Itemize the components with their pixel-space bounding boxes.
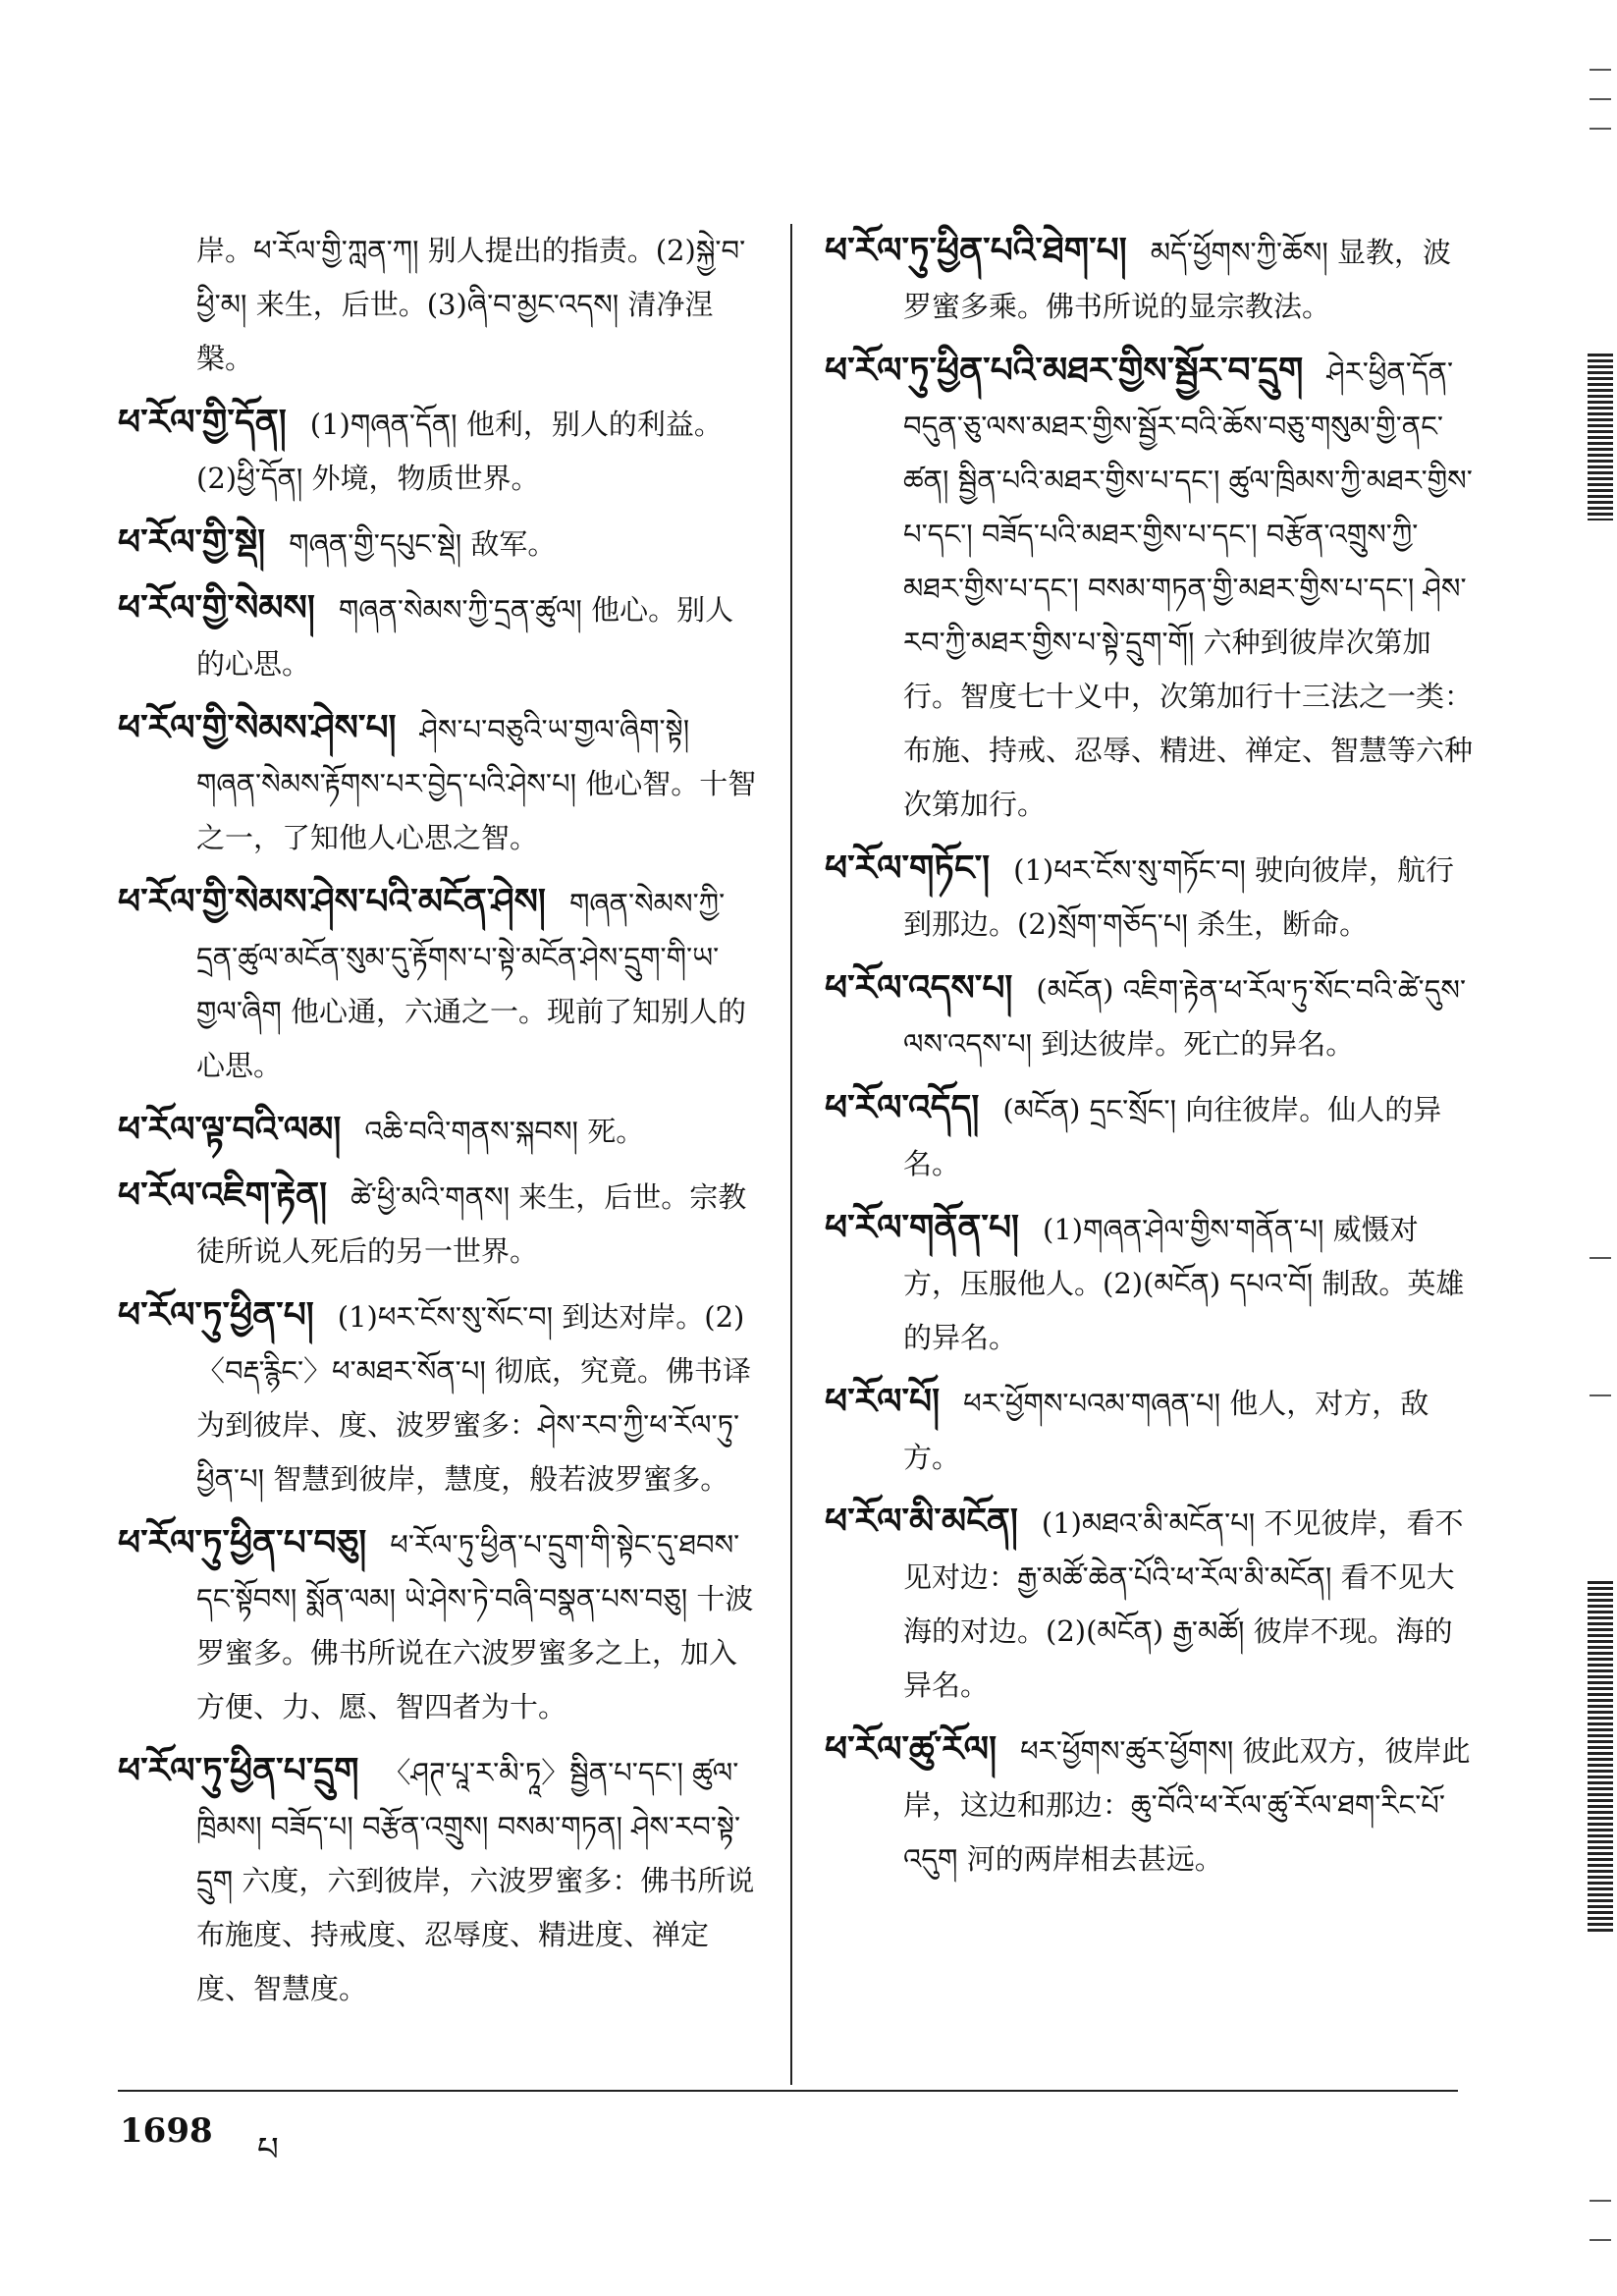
dictionary-entry	[118, 1288, 758, 1506]
entry-headword: ཕ་རོལ་གནོན་པ།	[825, 1207, 1020, 1248]
scan-margin-marks	[1578, 39, 1617, 2278]
entry-headword: ཕ་རོལ་ཏུ་ཕྱིན་པའི་མཐར་གྱིས་སྦྱོར་བ་དྲུག	[825, 350, 1304, 391]
dictionary-entry	[118, 875, 758, 1093]
dictionary-entry	[118, 581, 758, 691]
dictionary-entry	[118, 1516, 758, 1734]
entry-headword: ཕ་རོལ་འདོད།	[825, 1087, 980, 1128]
right-column	[825, 224, 1473, 1896]
margin-tick	[1590, 1394, 1611, 1396]
page-number: 1698	[120, 2111, 213, 2151]
entry-headword: ཕ་རོལ་མི་མངོན།	[825, 1501, 1018, 1542]
entry-text: གཞན་སེམས་ཀྱི་དྲན་ཚུལ། 他心。别人的心思。	[196, 593, 734, 681]
column-divider	[790, 224, 792, 2085]
entry-text: (1)གཞན་དོན། 他利，别人的利益。(2)ཕྱི་དོན། 外境，物质世界。	[196, 408, 723, 495]
dictionary-entry	[118, 396, 758, 506]
entry-text: མདོ་ཕྱོགས་ཀྱི་ཆོས། 显教，波罗蜜多乘。佛书所说的显宗教法。	[903, 236, 1452, 323]
entry-headword: ཕ་རོལ་གྱི་སེམས་ཤེས་པ།	[118, 707, 397, 748]
entry-text: 岸。ཕ་རོལ་གྱི་ཀླན་ཀ། 别人提出的指责。(2)སྐྱེ་བ་ཕྱི་མ། 来生，后世。(3)ཞི་བ་མྱང་འདས། 清净涅槃。	[196, 234, 746, 375]
entry-headword: ཕ་རོལ་གྱི་སེམས་ཤེས་པའི་མངོན་ཤེས།	[118, 881, 546, 922]
entry-text: (མངོན) འཇིག་རྟེན་ཕ་རོལ་ཏུ་སོང་བའི་ཚེ་དུས་ལས་འདས་པ། 到达彼岸。死亡的异名。	[903, 973, 1467, 1061]
margin-tick	[1590, 2200, 1611, 2202]
dictionary-entry	[118, 701, 758, 865]
entry-text: གཞན་སེམས་ཀྱི་དྲན་ཚུལ་མངོན་སུམ་དུ་རྟོགས་པ་སྟེ་མངོན་ཤེས་དྲུག་གི་ཡ་གྱལ་ཞིག 他心通，六通之一。现前了知别人的心思。	[196, 887, 747, 1082]
entry-text: ཕ་རོལ་ཏུ་ཕྱིན་པ་དྲུག་གི་སྟེང་དུ་ཐབས་དང་སྟོབས། སྨོན་ལམ། ཡེ་ཤེས་ཏེ་བཞི་བསྣན་པས་བཅུ། 十波罗蜜多。佛书所说在六波罗蜜多之上，加入方便、力、愿、智四者为十。	[196, 1528, 754, 1723]
margin-tick	[1590, 128, 1611, 130]
entry-headword: ཕ་རོལ་འཇིག་རྟེན།	[118, 1175, 328, 1216]
dictionary-entry	[825, 1375, 1473, 1485]
entry-text: ཕར་ཕྱོགས་པའམ་གཞན་པ། 他人，对方，敌方。	[903, 1387, 1429, 1474]
margin-tick	[1590, 98, 1611, 100]
entry-headword: ཕ་རོལ་གྱི་སེམས།	[118, 587, 315, 629]
dictionary-entry	[825, 224, 1473, 334]
dictionary-entry	[825, 344, 1473, 832]
entry-text: (1)ཕར་ངོས་སུ་སོང་བ། 到达对岸。(2)〈བརྡ་རྙིང་〉ཕ་མཐར་སོན་པ། 彻底，究竟。佛书译为到彼岸、度、波罗蜜多：ཤེས་རབ་ཀྱི་ཕ་རོལ་ཏུ་ཕྱིན་པ། 智慧到彼岸，慧度，般若波罗蜜多。	[196, 1300, 752, 1496]
margin-tick	[1590, 2239, 1611, 2241]
dictionary-entry	[118, 516, 758, 572]
entry-headword: ཕ་རོལ་ཏུ་ཕྱིན་པ་དྲུག	[118, 1750, 359, 1791]
dictionary-entry	[118, 1169, 758, 1279]
dictionary-entry	[825, 961, 1473, 1071]
entry-text: 〈ཤཊ་པཱ་ར་མི་ཏཱ〉སྦྱིན་པ་དང་། ཚུལ་ཁྲིམས། བཟོད་པ། བརྩོན་འགྲུས། བསམ་གཏན། ཤེས་རབ་སྟེ་དྲུག 六度，六到彼岸，六波罗蜜多：佛书所说布施度、持戒度、忍辱度、精进度、禅定度、智慧度。	[196, 1756, 755, 2005]
entry-headword: ཕ་རོལ་ཚུ་རོལ།	[825, 1728, 997, 1770]
entry-headword: ཕ་རོལ་ཏུ་ཕྱིན་པ།	[118, 1294, 314, 1336]
entry-headword: ཕ་རོལ་འདས་པ།	[825, 967, 1013, 1009]
entry-headword: ཕ་རོལ་ལྟ་བའི་ལམ།	[118, 1109, 342, 1150]
entry-text: (མངོན) དྲང་སྲོང་། 向往彼岸。仙人的异名。	[903, 1093, 1442, 1180]
entry-text: ཤེས་པ་བཅུའི་ཡ་གྱལ་ཞིག་སྟེ། གཞན་སེམས་རྟོགས་པར་བྱེད་པའི་ཤེས་པ། 他心智。十智之一，了知他人心思之智。	[196, 713, 757, 854]
margin-tick-block	[1588, 354, 1613, 520]
entry-text: (1)ཕར་ངོས་སུ་གཏོང་བ། 驶向彼岸，航行到那边。(2)སྲོག་གཅོད་པ། 杀生，断命。	[903, 853, 1455, 941]
entry-headword: ཕ་རོལ་གཏོང་།	[825, 847, 991, 889]
dictionary-entry	[118, 1103, 758, 1159]
dictionary-entry	[825, 1722, 1473, 1886]
entry-headword: ཕ་རོལ་པོ།	[825, 1381, 941, 1422]
entry-text: ཤེར་ཕྱིན་དོན་བདུན་ཅུ་ལས་མཐར་གྱིས་སྦྱོར་བའི་ཆོས་བཅུ་གསུམ་གྱི་ནང་ཚན། སྦྱིན་པའི་མཐར་གྱིས་པ་དང་། ཚུལ་ཁྲིམས་ཀྱི་མཐར་གྱིས་པ་དང་། བཟོད་པའི་མཐར་གྱིས་པ་དང་། བརྩོན་འགྲུས་ཀྱི་མཐར་གྱིས་པ་དང་། བསམ་གཏན་གྱི་མཐར་གྱིས་པ་དང་། ཤེས་རབ་ཀྱི་མཐར་གྱིས་པ་སྟེ་དྲུག་གོ། 六种到彼岸次第加行。智度七十义中，次第加行十三法之一类：布施、持戒、忍辱、精进、禅定、智慧等六种次第加行。	[903, 355, 1474, 821]
footer-rule	[118, 2090, 1458, 2092]
margin-tick	[1590, 1257, 1611, 1259]
entry-text: འཆི་བའི་གནས་སྐབས། 死。	[364, 1115, 645, 1148]
margin-tick	[1590, 69, 1611, 71]
entry-text: གཞན་གྱི་དཔུང་སྡེ། 敌军。	[289, 527, 557, 561]
entry-text: ཚེ་ཕྱི་མའི་གནས། 来生，后世。宗教徒所说人死后的另一世界。	[196, 1180, 747, 1268]
dictionary-entry	[118, 1744, 758, 2016]
entry-headword: ཕ་རོལ་ཏུ་ཕྱིན་པ་བཅུ།	[118, 1522, 367, 1563]
left-column	[118, 224, 758, 2026]
entry-text: (1)མཐའ་མི་མངོན་པ། 不见彼岸，看不见对边：རྒྱ་མཚོ་ཆེན་པོའི་ཕ་རོལ་མི་མངོན། 看不见大海的对边。(2)(མངོན) རྒྱ་མཚོ། 彼岸不现。海的异名。	[903, 1506, 1464, 1702]
dictionary-entry	[825, 1081, 1473, 1191]
entry-text: ཕར་ཕྱོགས་ཚུར་ཕྱོགས། 彼此双方，彼岸此岸，这边和那边：ཆུ་བོའི་ཕ་རོལ་ཚུ་རོལ་ཐག་རིང་པོ་འདུག 河的两岸相去甚远。	[903, 1734, 1471, 1876]
page-letter: པ	[257, 2130, 279, 2169]
dictionary-entry	[825, 1495, 1473, 1713]
dictionary-entry	[825, 842, 1473, 952]
entry-headword: ཕ་རོལ་ཏུ་ཕྱིན་པའི་ཐེག་པ།	[825, 230, 1127, 271]
entry-headword: ཕ་རོལ་གྱི་སྡེ།	[118, 521, 266, 563]
margin-tick-block	[1588, 1581, 1613, 1935]
entry-headword: ཕ་རོལ་གྱི་དོན།	[118, 402, 287, 443]
entry-continuation	[118, 224, 758, 386]
dictionary-entry	[825, 1201, 1473, 1365]
entry-text: (1)གཞན་ཤེལ་གྱིས་གནོན་པ། 威慑对方，压服他人。(2)(མངོན) དཔའ་བོ། 制敌。英雄的异名。	[903, 1213, 1465, 1354]
